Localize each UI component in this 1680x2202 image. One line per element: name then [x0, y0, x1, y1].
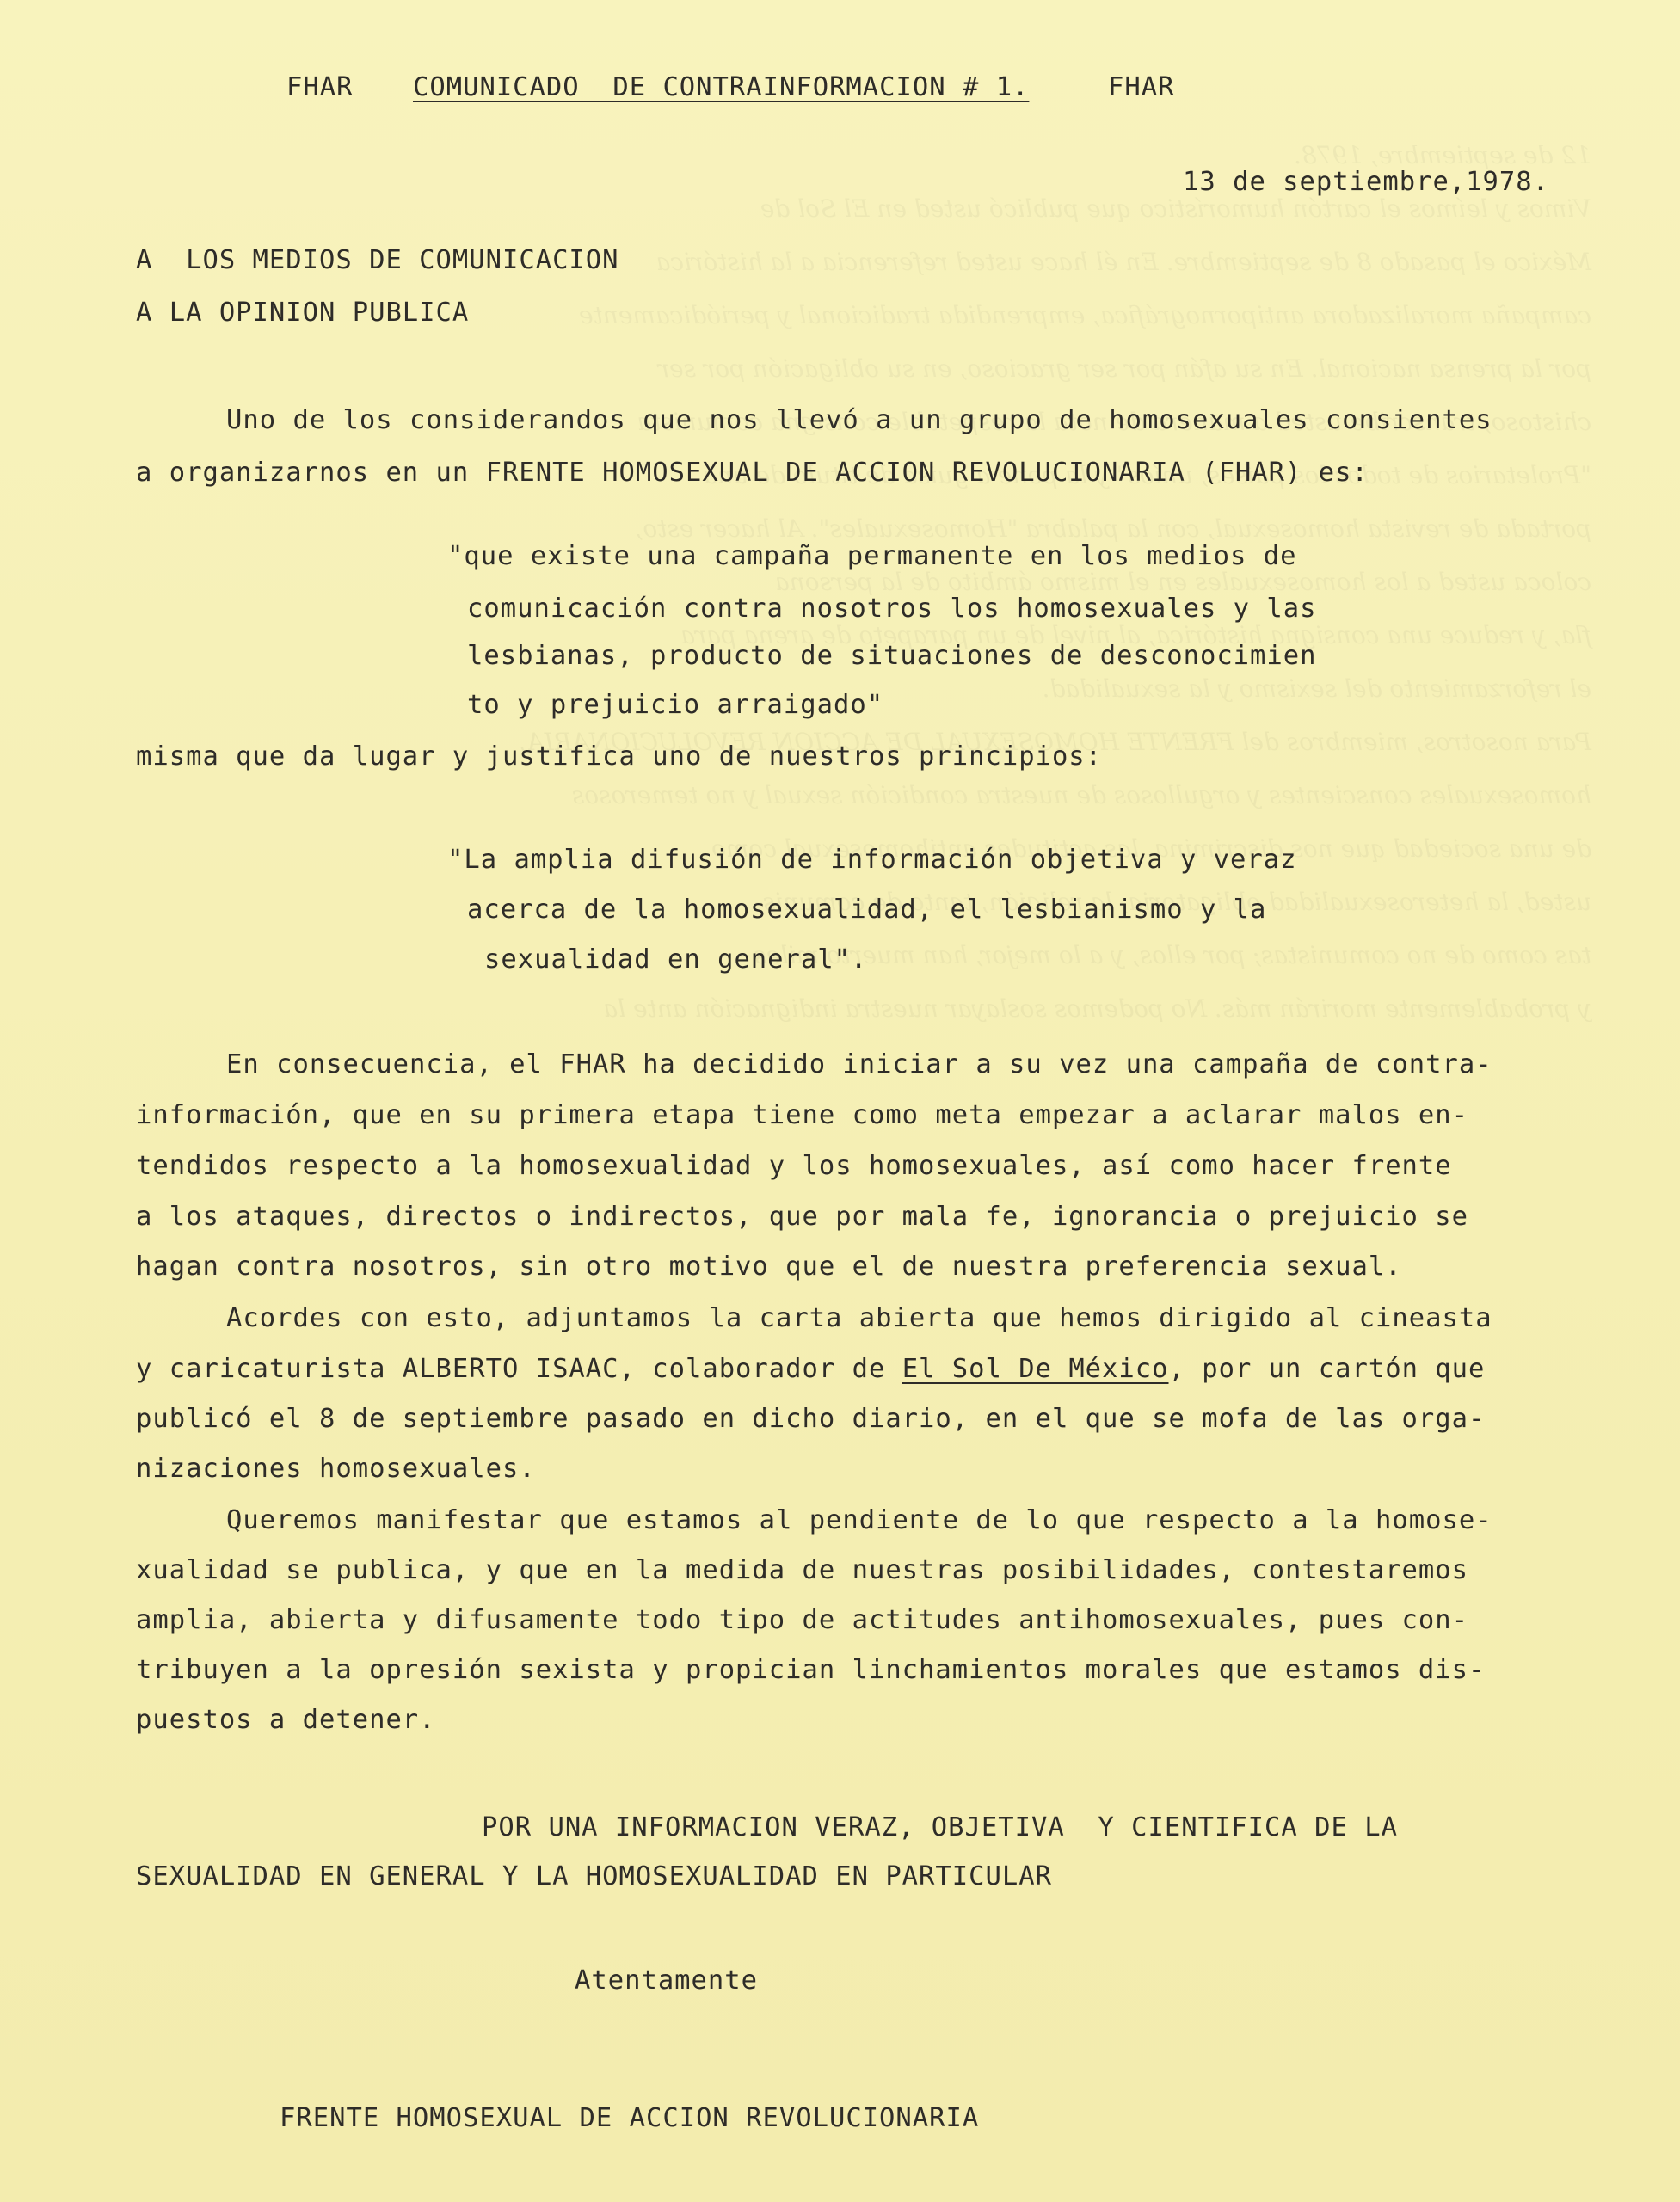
- quote-line: "La amplia difusión de información objetiva y veraz: [447, 845, 1297, 875]
- paragraph-line: puestos a detener.: [136, 1705, 436, 1735]
- signature: FRENTE HOMOSEXUAL DE ACCION REVOLUCIONARIA: [280, 2103, 980, 2133]
- intro-line: a organizarnos en un FRENTE HOMOSEXUAL DE ACCION REVOLUCIONARIA (FHAR) es:: [136, 458, 1369, 488]
- paragraph-text: , por un cartón que: [1168, 1354, 1486, 1384]
- paragraph-line: a los ataques, directos o indirectos, que por mala fe, ignorancia o prejuicio se: [136, 1202, 1469, 1232]
- bleed-line: [129, 982, 1591, 1036]
- header-title: COMUNICADO DE CONTRAINFORMACION # 1.: [413, 72, 1030, 102]
- slogan-line: SEXUALIDAD EN GENERAL Y LA HOMOSEXUALIDAD EN PARTICULAR: [136, 1861, 1052, 1891]
- quote-line: lesbianas, producto de situaciones de desconocimien: [467, 641, 1317, 671]
- paragraph-line: xualidad se publica, y que en la medida de nuestras posibilidades, contestaremos: [136, 1555, 1469, 1585]
- quote-line: "que existe una campaña permanente en los medios de: [447, 541, 1297, 571]
- quote-line: acerca de la homosexualidad, el lesbianismo y la: [467, 895, 1267, 925]
- paragraph-line: amplia, abierta y difusamente todo tipo de actitudes antihomosexuales, pues con-: [136, 1605, 1469, 1635]
- intro-line: Uno de los considerandos que nos llevó a un grupo de homosexuales consientes: [226, 405, 1492, 435]
- addressee-line: A LOS MEDIOS DE COMUNICACION: [136, 245, 619, 275]
- header-right: FHAR: [1108, 72, 1175, 102]
- paragraph-line: Queremos manifestar que estamos al pendiente de lo que respecto a la homose-: [226, 1505, 1492, 1535]
- quote-line: sexualidad en general".: [484, 944, 868, 975]
- paragraph-line: información, que en su primera etapa tiene como meta empezar a aclarar malos en-: [136, 1100, 1469, 1130]
- paragraph-line: publicó el 8 de septiembre pasado en dicho diario, en el que se mofa de las orga-: [136, 1404, 1486, 1434]
- paragraph-line: En consecuencia, el FHAR ha decidido iniciar a su vez una campaña de contra-: [226, 1049, 1492, 1079]
- slogan-line: POR UNA INFORMACION VERAZ, OBJETIVA Y CIENTIFICA DE LA: [482, 1812, 1398, 1842]
- paragraph-line: nizaciones homosexuales.: [136, 1454, 536, 1484]
- paragraph-line: hagan contra nosotros, sin otro motivo que el de nuestra preferencia sexual.: [136, 1252, 1402, 1282]
- transition-line: misma que da lugar y justifica uno de nuestros principios:: [136, 741, 1103, 772]
- closing: Atentamente: [575, 1965, 758, 1996]
- paragraph-line: tendidos respecto a la homosexualidad y los homosexuales, así como hacer frente: [136, 1151, 1452, 1181]
- date: 13 de septiembre,1978.: [1183, 167, 1549, 197]
- header-left: FHAR: [286, 72, 354, 102]
- bleed-line: [129, 342, 1591, 396]
- paragraph-line-with-newspaper: [136, 1352, 1485, 1387]
- quote-line: comunicación contra nosotros los homosexuales y las: [467, 594, 1317, 624]
- bleed-line: [129, 769, 1591, 822]
- paragraph-line: tribuyen a la opresión sexista y propician linchamientos morales que estamos dis-: [136, 1655, 1486, 1685]
- quote-line: to y prejuicio arraigado": [467, 690, 884, 720]
- newspaper-name: El Sol De México: [902, 1354, 1169, 1384]
- paragraph-text: y caricaturista ALBERTO ISAAC, colaborador de: [136, 1354, 902, 1384]
- paragraph-line: Acordes con esto, adjuntamos la carta abierta que hemos dirigido al cineasta: [226, 1303, 1492, 1333]
- addressee-line: A LA OPINION PUBLICA: [136, 298, 470, 328]
